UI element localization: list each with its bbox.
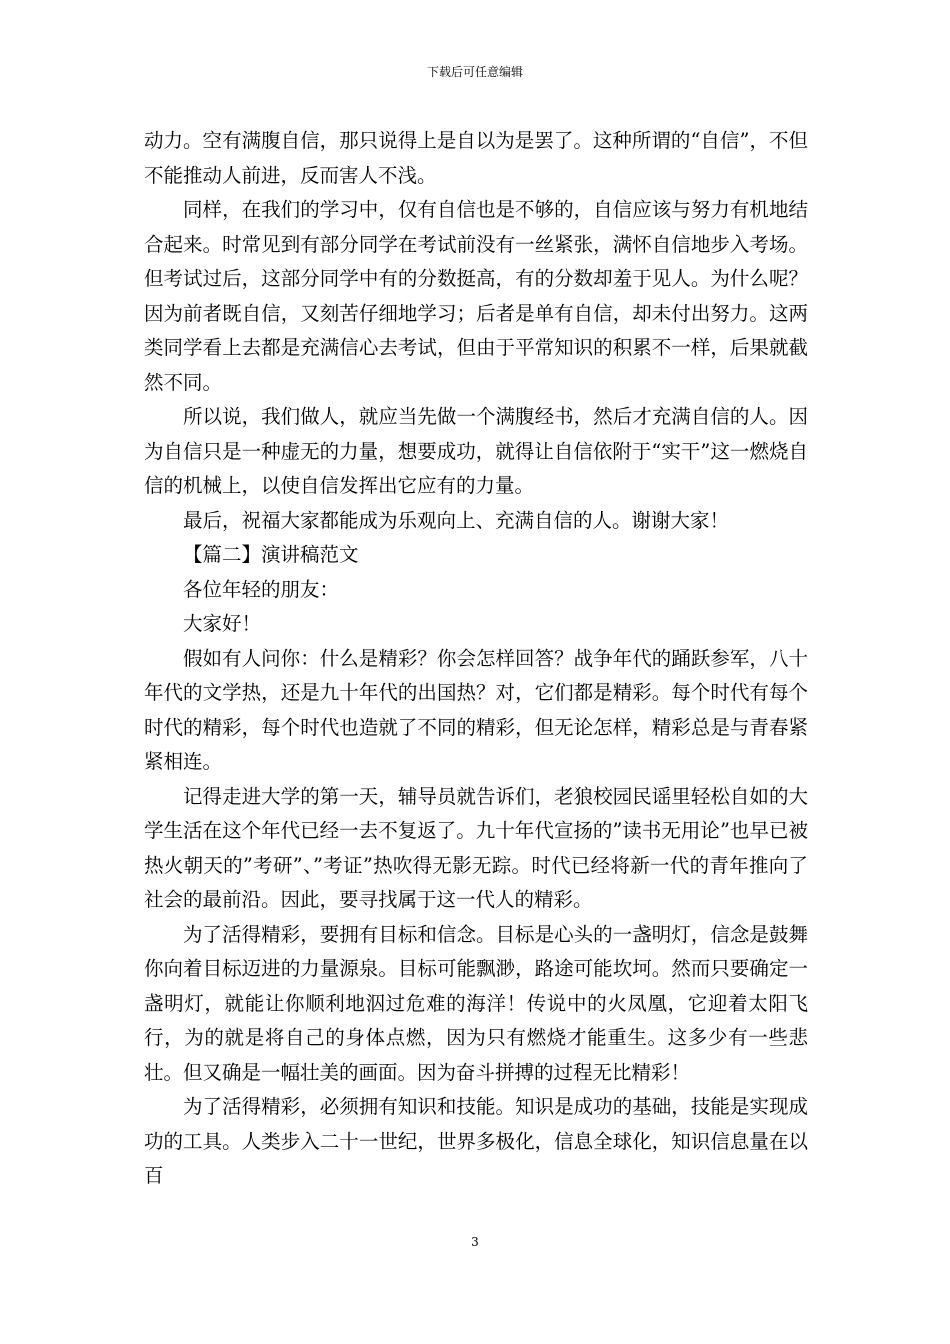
paragraph-5: 假如有人问你：什么是精彩？你会怎样回答？战争年代的踊跃参军，八十年代的文学热，还是九十年代的出国热？对，它们都是精彩。每个时代有每个时代的精彩，每个时代也造就了不同的精彩，但无论怎样，精彩总是与青春紧紧相连。 bbox=[144, 646, 808, 773]
section-heading: 【篇二】演讲稿范文 bbox=[183, 543, 359, 566]
page-header-note: 下载后可任意编辑 bbox=[426, 65, 523, 79]
paragraph-4: 最后，祝福大家都能成为乐观向上、充满自信的人。谢谢大家！ bbox=[183, 508, 730, 532]
paragraph-2: 同样，在我们的学习中，仅有自信也是不够的，自信应该与努力有机地结合起来。时常见到有部分同学在考试前没有一丝紧张，满怀自信地步入考场。但考试过后，这部分同学中有的分数挺高，有的分数却羞于见人。为什么呢？因为前者既自信，又刻苦仔细地学习；后者是单有自信，却未付出努力。这两类同学看上去都是充满信心去考试，但由于平常知识的积累不一样，后果就截然不同。 bbox=[144, 198, 808, 394]
paragraph-1: 动力。空有满腹自信，那只说得上是自以为是罢了。这种所谓的“自信”，不但不能推动人前进，反而害人不浅。 bbox=[144, 129, 808, 187]
paragraph-3: 所以说，我们做人，就应当先做一个满腹经书，然后才充满自信的人。因为自信只是一种虚无的力量，想要成功，就得让自信依附于“实干”这一燃烧自信的机械上，以使自信发挥出它应有的力量。 bbox=[144, 405, 808, 497]
paragraph-8: 为了活得精彩，必须拥有知识和技能。知识是成功的基础，技能是实现成功的工具。人类步入二十一世纪，世界多极化，信息全球化，知识信息量在以百 bbox=[144, 1095, 808, 1187]
salutation: 各位年轻的朋友： bbox=[183, 577, 340, 601]
page-number: 3 bbox=[471, 1235, 479, 1249]
document-body bbox=[144, 124, 808, 1194]
paragraph-7: 为了活得精彩，要拥有目标和信念。目标是心头的一盏明灯，信念是鼓舞你向着目标迈进的力量源泉。目标可能飘渺，路途可能坎坷。然而只要确定一盏明灯，就能让你顺利地泅过危难的海洋！传说中的火凤凰，它迎着太阳飞行，为的就是将自己的身体点燃，因为只有燃烧才能重生。这多少有一些悲壮。但又确是一幅壮美的画面。因为奋斗拼搏的过程无比精彩！ bbox=[144, 922, 808, 1084]
greeting: 大家好！ bbox=[183, 612, 262, 635]
paragraph-6: 记得走进大学的第一天，辅导员就告诉们，老狼校园民谣里轻松自如的大学生活在这个年代已经一去不复返了。九十年代宣扬的”读书无用论”也早已被热火朝天的”考研”、”考证”热吹得无影无踪。时代已经将新一代的青年推向了社会的最前沿。因此，要寻找属于这一代人的精彩。 bbox=[144, 784, 808, 911]
